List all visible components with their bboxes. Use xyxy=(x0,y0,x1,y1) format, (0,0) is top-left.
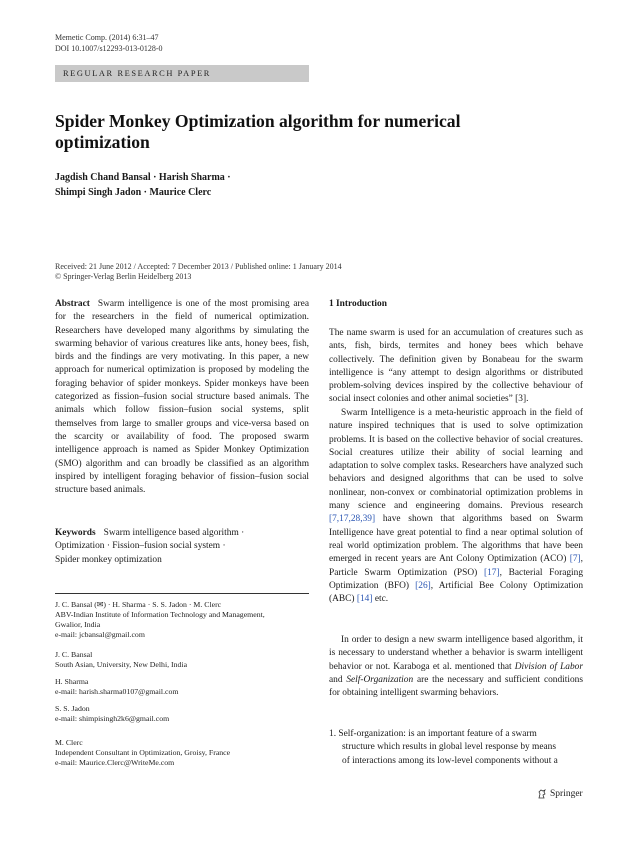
affiliation-line: ABV-Indian Institute of Information Technology and Management, xyxy=(55,610,265,619)
affiliation-line: Independent Consultant in Optimization, Groisy, France xyxy=(55,748,231,757)
affiliation-line: M. Clerc xyxy=(55,738,83,747)
keywords xyxy=(55,527,309,567)
affiliation-email[interactable]: e-mail: harish.sharma0107@gmail.com xyxy=(55,687,179,696)
paragraph-run: , Particle Swarm Optimization (PSO) xyxy=(329,554,584,578)
publication-history xyxy=(55,262,342,282)
paragraph-run: , Bacterial Foraging Optimization (BFO) xyxy=(329,567,584,591)
list-line-2: structure which results in global level response by means xyxy=(342,742,557,753)
paragraph-run: In order to design a new swarm intelligence based algorithm, it is necessary to understand whether a behavior is swarm intelligent behavior or not. Karaboga et al. mentioned that xyxy=(329,635,583,672)
journal-citation: Memetic Comp. (2014) 6:31–47 xyxy=(55,33,159,42)
copyright-line: © Springer-Verlag Berlin Heidelberg 2013 xyxy=(55,272,192,281)
citation-link[interactable]: [7] xyxy=(569,554,581,565)
keywords-line-1: Swarm intelligence based algorithm · xyxy=(103,528,245,538)
intro-paragraph-2 xyxy=(329,407,583,606)
section-label: REGULAR RESEARCH PAPER xyxy=(55,65,309,82)
list-line-3: of interactions among its low-level components without a xyxy=(342,755,558,766)
affiliation-block-2 xyxy=(55,650,309,670)
authors-line-1: Jagdish Chand Bansal · Harish Sharma · xyxy=(55,172,231,183)
affiliation-block-5 xyxy=(55,738,309,768)
affiliation-line: South Asian, University, New Delhi, India xyxy=(55,660,188,669)
intro-paragraph-1 xyxy=(329,327,583,407)
title-line-1: Spider Monkey Optimization algorithm for numerical xyxy=(55,111,461,131)
affiliation-block-4 xyxy=(55,704,309,724)
paragraph-run: Swarm Intelligence is a meta-heuristic approach in the field of nature inspired techniques that is used to solve optimization problems. It is based on the collective behavior of social creatures. Social creatures utilize their ability of social learning and adaptation to solve complex tasks. Researchers have analyzed such behaviors and designed algorithms that can be used to solve nonlinear, non-convex or combinatorial optimization problems in many science and engineering domains. Previous research xyxy=(329,408,583,512)
keywords-line-2: Optimization · Fission–fusion social system · xyxy=(55,541,226,552)
paragraph-text xyxy=(329,407,583,606)
abstract-heading: Abstract xyxy=(55,299,90,309)
affiliation-email[interactable]: e-mail: shimpisingh2k6@gmail.com xyxy=(55,714,170,723)
citation-link[interactable]: [26] xyxy=(415,580,431,591)
paragraph-text xyxy=(329,634,583,700)
keywords-line-3: Spider monkey optimization xyxy=(55,554,162,565)
publisher-logo xyxy=(537,789,583,799)
affiliation-divider xyxy=(55,593,309,594)
affiliation-block-3 xyxy=(55,677,309,697)
title-line-2: optimization xyxy=(55,132,150,152)
list-item xyxy=(329,728,583,768)
citation-link[interactable]: [7,17,28,39] xyxy=(329,514,376,525)
history-dates: Received: 21 June 2012 / Accepted: 7 December 2013 / Published online: 1 January 2014 xyxy=(55,262,342,271)
emphasis: Self-Organization xyxy=(346,674,414,685)
paragraph-run: are the necessary and sufficient conditions for obtaining intelligent swarming behaviors. xyxy=(329,674,584,699)
keywords-heading: Keywords xyxy=(55,528,96,538)
list-line-1: 1. Self-organization: is an important feature of a swarm xyxy=(329,729,537,739)
paragraph-run: and xyxy=(329,674,343,685)
authors-line-2: Shimpi Singh Jadon · Maurice Clerc xyxy=(55,187,212,198)
paragraph-run: have shown that algorithms based on Swarm Intelligence have great potential to find a near optimal solution of real world optimization problem. The algorithms that have been emerged in recent years are Ant Colony Optimization (ACO) xyxy=(329,514,584,565)
section-heading-introduction: 1 Introduction xyxy=(329,299,387,309)
affiliation-block-1 xyxy=(55,600,309,640)
paragraph-run: etc. xyxy=(374,594,389,605)
affiliation-email[interactable]: e-mail: jcbansal@gmail.com xyxy=(55,630,145,639)
affiliation-line: Gwalior, India xyxy=(55,620,101,629)
affiliation-line: S. S. Jadon xyxy=(55,704,90,713)
citation-link[interactable]: [17] xyxy=(483,567,500,578)
abstract-text: Swarm intelligence is one of the most promising area for the researchers in the field of numerical optimization. Researchers have developed many algorithms by simulating the swarming behavior of various creatures like ants, honey bees, fish, birds and the findings are very motivating. In this paper, a new approach for numerical optimization is proposed by modeling the foraging behavior of spider monkeys. Spider monkeys have been categorized as fission–fusion social structure based animals. The animals which follow fission–fusion social systems, split themselves from large to smaller groups and vice-versa based on the scarcity or availability of food. The proposed swarm intelligence approach is named as Spider Monkey Optimization (SMO) algorithm and can broadly be classified as an algorithm inspired by intelligent foraging behavior of fission–fusion social structure based animals. xyxy=(55,299,309,496)
affiliation-line: J. C. Bansal xyxy=(55,650,93,659)
author-list xyxy=(55,170,231,200)
springer-horse-icon xyxy=(537,789,547,799)
intro-paragraph-3 xyxy=(329,634,583,700)
doi-line: DOI 10.1007/s12293-013-0128-0 xyxy=(55,44,163,53)
abstract xyxy=(55,298,309,497)
paragraph-run: , Artificial Bee Colony Optimization (ABC) xyxy=(329,580,584,605)
paragraph-text: The name swarm is used for an accumulation of creatures such as ants, fish, birds, termites and honey bees which behave collectively. The definition given by Bonabeau for the swarm intelligence is “any attempt to design algorithms or distributed problem-solving devices inspired by the collective behaviour of social insect colonies and other animal societies” [3]. xyxy=(329,328,583,405)
publisher-name: Springer xyxy=(550,789,583,799)
affiliation-line: H. Sharma xyxy=(55,677,89,686)
paper-title xyxy=(55,111,535,153)
emphasis: Division of Labor xyxy=(514,661,583,672)
citation-link[interactable]: [14] xyxy=(356,594,373,605)
affiliation-line: J. C. Bansal (✉) · H. Sharma · S. S. Jadon · M. Clerc xyxy=(55,600,222,609)
affiliation-email[interactable]: e-mail: Maurice.Clerc@WriteMe.com xyxy=(55,758,175,767)
